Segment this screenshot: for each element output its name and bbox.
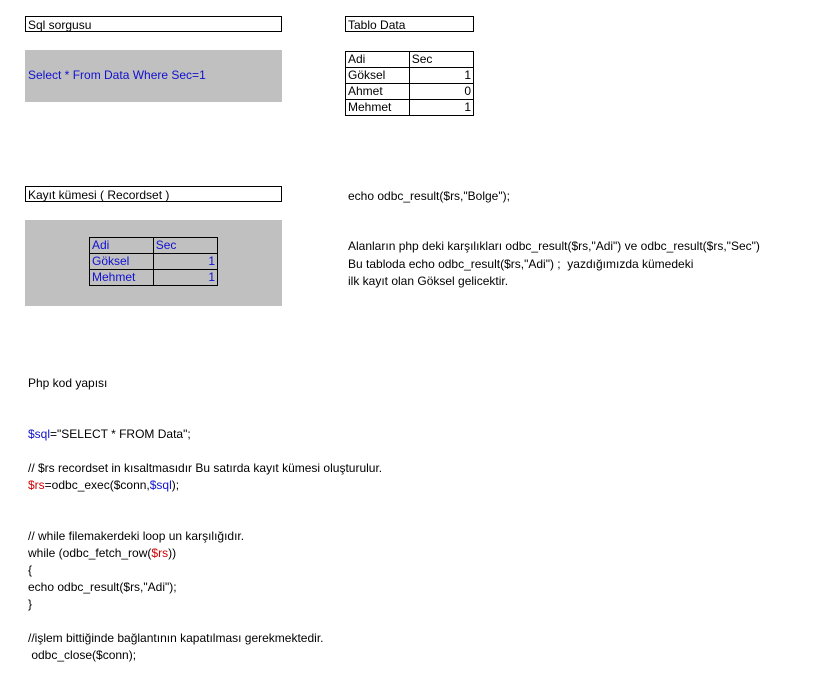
code-var-sql: $sql xyxy=(28,427,51,441)
table-cell-adi: Göksel xyxy=(346,68,410,84)
sql-query-box xyxy=(25,50,282,102)
recordset-header-adi: Adi xyxy=(90,238,154,254)
code-var-rs: $rs xyxy=(28,478,45,492)
recordset-header-row xyxy=(90,238,218,254)
code-brace-close: } xyxy=(28,597,33,611)
recordset-cell-sec: 1 xyxy=(153,254,217,270)
explanation-line-2: Bu tabloda echo odbc_result($rs,"Adi") ; yazdığımızda kümedeki xyxy=(348,257,694,271)
recordset-row xyxy=(90,254,218,270)
code-brace-open: { xyxy=(28,563,33,577)
recordset-row xyxy=(90,270,218,286)
table-cell-adi: Mehmet xyxy=(346,100,410,116)
sql-query-text: Select * From Data Where Sec=1 xyxy=(28,68,206,82)
code-sql-assign: ="SELECT * FROM Data"; xyxy=(50,427,191,441)
echo-bolge-line: echo odbc_result($rs,"Bolge"); xyxy=(348,189,510,203)
recordset-cell-adi: Göksel xyxy=(90,254,154,270)
table-cell-adi: Ahmet xyxy=(346,84,410,100)
table-cell-sec: 1 xyxy=(409,100,473,116)
code-while-pre: while (odbc_fetch_row( xyxy=(28,546,152,560)
code-line-sql xyxy=(28,426,191,442)
table-header-row xyxy=(346,52,474,68)
code-line-while xyxy=(28,545,176,561)
recordset-table xyxy=(89,237,218,286)
code-line-rs xyxy=(28,477,179,493)
table-cell-sec: 1 xyxy=(409,68,473,84)
recordset-header-sec: Sec xyxy=(153,238,217,254)
table-header-adi: Adi xyxy=(346,52,410,68)
code-comment-while: // while filemakerdeki loop un karşılığıdır. xyxy=(28,529,245,543)
code-section-title: Php kod yapısı xyxy=(28,376,108,390)
code-rs-assign-var: $sql xyxy=(149,478,172,492)
explanation-line-3: ilk kayıt olan Göksel gelicektir. xyxy=(348,274,509,288)
table-cell-sec: 0 xyxy=(409,84,473,100)
table-section-title: Tablo Data xyxy=(345,16,474,32)
table-row xyxy=(346,84,474,100)
code-rs-assign-pre: =odbc_exec($conn, xyxy=(44,478,150,492)
code-comment-rs: // $rs recordset in kısaltmasıdır Bu satırda kayıt kümesi oluşturulur. xyxy=(28,461,383,475)
data-table xyxy=(345,51,474,116)
code-line-echo: echo odbc_result($rs,"Adi"); xyxy=(28,580,177,594)
explanation-line-1: Alanların php deki karşılıkları odbc_result($rs,"Adi") ve odbc_result($rs,"Sec") xyxy=(348,239,760,253)
recordset-cell-adi: Mehmet xyxy=(90,270,154,286)
recordset-cell-sec: 1 xyxy=(153,270,217,286)
table-row xyxy=(346,68,474,84)
code-line-close: odbc_close($conn); xyxy=(28,648,137,662)
table-row xyxy=(346,100,474,116)
sql-section-title: Sql sorgusu xyxy=(25,16,282,32)
recordset-section-title: Kayıt kümesi ( Recordset ) xyxy=(25,186,282,202)
code-rs-assign-post: ); xyxy=(171,478,180,492)
code-while-var: $rs xyxy=(151,546,169,560)
table-header-sec: Sec xyxy=(409,52,473,68)
code-while-post: )) xyxy=(168,546,177,560)
code-comment-close: //işlem bittiğinde bağlantının kapatılması gerekmektedir. xyxy=(28,631,324,645)
